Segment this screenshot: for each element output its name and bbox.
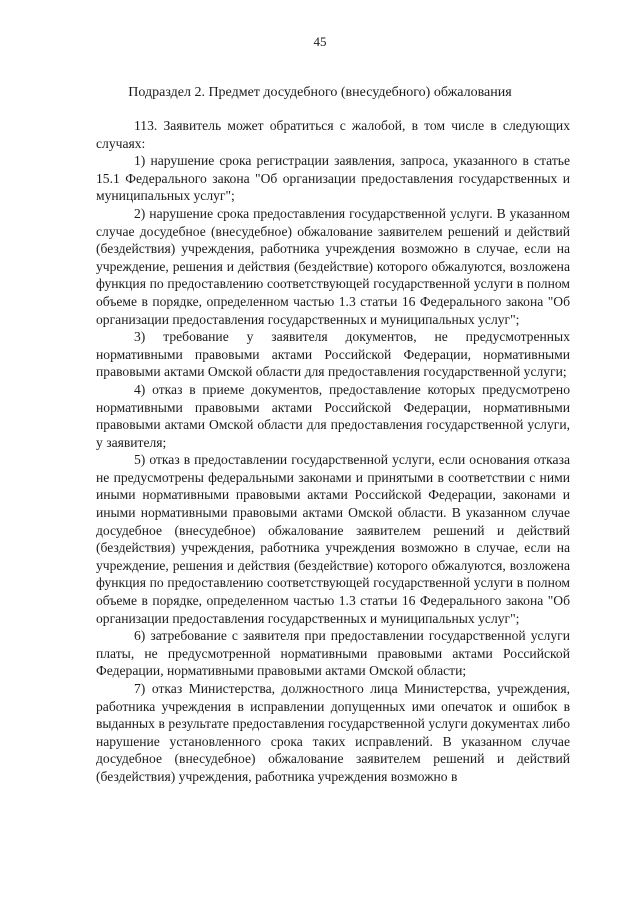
- list-item-6: 6) затребование с заявителя при предоставлении государственной услуги платы, не предусмотренной нормативными правовыми актами Российской Федерации, нормативными правовыми актами Омской области;: [96, 628, 570, 679]
- list-item-3: 3) требование у заявителя документов, не предусмотренных нормативными правовыми актами Российской Федерации, нормативными правовыми актами Омской области для предоставления государственной услуги;: [96, 329, 570, 380]
- page-number: 45: [313, 34, 327, 49]
- list-item-5: 5) отказ в предоставлении государственной услуги, если основания отказа не предусмотрены федеральными законами и принятыми в соответствии с ними иными нормативными правовыми актами Российской Федерации, законами и иными нормативными правовыми актами Омской области. В указанном случае досудебное (внесудебное) обжалование заявителем решений и действий (бездействия) учреждения, работника учреждения возможно в случае, если на учреждение, решения и действия (бездействие) которого обжалуются, возложена функция по предоставлению соответствующей государственной услуги в полном объеме в порядке, определенном частью 1.3 статьи 16 Федерального закона "Об организации предоставления государственных и муниципальных услуг";: [96, 452, 570, 626]
- body-text: [96, 117, 570, 786]
- list-item-2: 2) нарушение срока предоставления государственной услуги. В указанном случае досудебное (внесудебное) обжалование заявителем решений и действий (бездействия) учреждения, работника учреждения возможно в случае, если на учреждение, решения и действия (бездействие) которого обжалуются, возложена функция по предоставлению соответствующей государственной услуги в полном объеме в порядке, определенном частью 1.3 статьи 16 Федерального закона "Об организации предоставления государственных и муниципальных услуг";: [96, 205, 570, 327]
- list-item-7: 7) отказ Министерства, должностного лица Министерства, учреждения, работника учреждения в исправлении допущенных ими опечаток и ошибок в выданных в результате предоставления государственной услуги документах либо нарушение установленного срока таких исправлений. В указанном случае досудебное (внесудебное) обжалование заявителем решений и действий (бездействия) учреждения, работника учреждения возможно в: [96, 681, 570, 784]
- section-heading: Подраздел 2. Предмет досудебного (внесудебного) обжалования: [128, 85, 512, 100]
- list-item-1: 1) нарушение срока регистрации заявления, запроса, указанного в статье 15.1 Федерального закона "Об организации предоставления государственных и муниципальных услуг";: [96, 153, 570, 204]
- paragraph-113: 113. Заявитель может обратиться с жалобой, в том числе в следующих случаях:: [96, 118, 570, 151]
- list-item-4: 4) отказ в приеме документов, предоставление которых предусмотрено нормативными правовыми актами Российской Федерации, нормативными правовыми актами Омской области для предоставления государственной услуги, у заявителя;: [96, 381, 570, 450]
